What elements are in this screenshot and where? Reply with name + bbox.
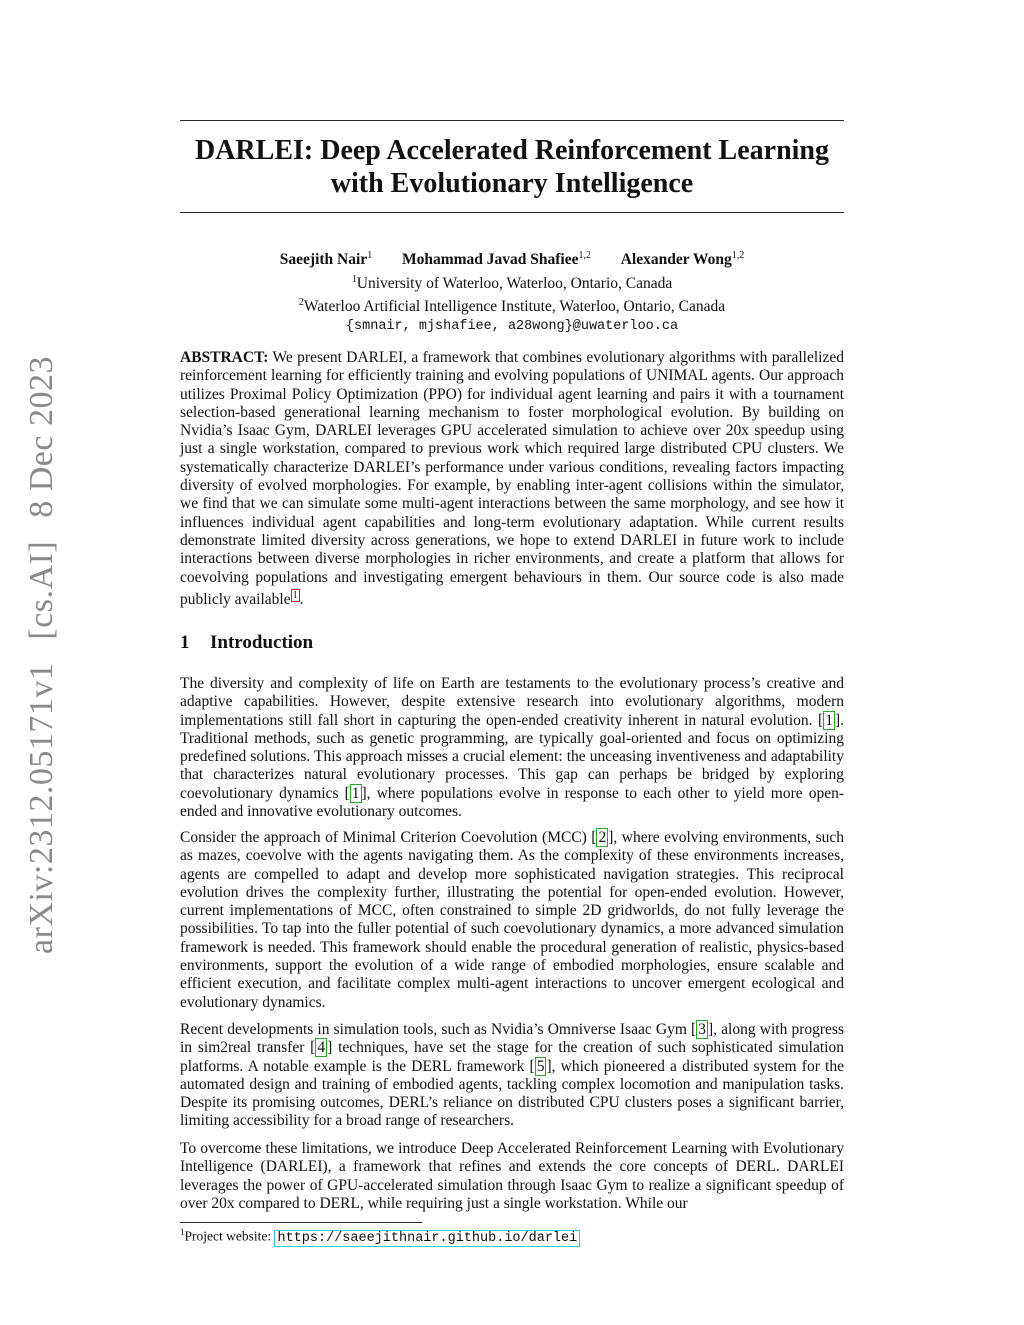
author-block (180, 246, 844, 336)
author-3: Alexander Wong (620, 251, 732, 269)
author-names (180, 246, 844, 270)
section-number: 1 (180, 632, 190, 653)
author-1-affiliation: 1 (367, 250, 373, 261)
paragraph-2: Consider the approach of Minimal Criterion Coevolution (MCC) [ 2 ], where evolving environments, such as mazes, coevolve with the agents navigating them. As the complexity of these environments increases, agents are compelled to adapt and develop more sophisticated navigation strategies. This reciprocal evolution drives the complexity further, illustrating the potential for open-ended evolution. However, current implementations of MCC, often constrained to simple 2D gridworlds, do not fully leverage the possibilities. To tap into the fuller potential of such coevolutionary dynamics, a more advanced simulation framework is needed. This framework should enable the procedural generation of realistic, physics-based environments, support the evolution of a wide range of embodied morphologies, ensure scalable and efficient execution, and facilitate complex multi-agent interactions to uncover emergent ecological and evolutionary dynamics. (180, 829, 844, 1011)
citation-link[interactable]: 4 (317, 1039, 326, 1057)
author-2: Mohammad Javad Shafiee (401, 251, 579, 269)
paragraph-3: Recent developments in simulation tools, such as Nvidia’s Omniverse Isaac Gym [ 3 ], along with progress in sim2real transfer [ 4 ] techniques, have set the stage for the creation of such sophisticated simulation platforms. A notable example is the DERL framework [ 5 ], which pioneered a distributed system for the automated design and training of embodied agents, tackling complex locomotion and manipulation tasks. Despite its promising outcomes, DERL’s reliance on distributed CPU clusters poses a significant barrier, limiting accessibility for a broad range of researchers. (180, 1021, 844, 1130)
footnote-mark: 1 (180, 1227, 185, 1237)
project-website-link[interactable]: https://saeejithnair.github.io/darlei (274, 1230, 580, 1247)
paragraph-1: The diversity and complexity of life on Earth are testaments to the evolutionary process’s creative and adaptive capabilities. However, despite extensive research into evolutionary algorithms, modern implementations still fall short in capturing the open-ended creativity inherent in natural evolution. [ 1 ]. Traditional methods, such as genetic programming, are typically goal-oriented and focus on optimizing predefined solutions. This approach misses a crucial element: the unceasing inventiveness and adaptability that characterizes natural evolutionary processes. This gap can perhaps be bridged by exploring coevolutionary dynamics [ 1 ], where populations evolve in response to each other to yield more open-ended and innovative evolutionary outcomes. (180, 675, 844, 821)
arxiv-date: 8 Dec 2023 (23, 356, 60, 518)
citation-link[interactable]: 3 (698, 1021, 706, 1038)
footnote-label: Project website: (184, 1228, 272, 1244)
author-1: Saeejith Nair (279, 251, 368, 269)
footnote (180, 1227, 844, 1246)
author-3-affiliation: 1,2 (731, 250, 745, 261)
citation-link[interactable]: 1 (351, 784, 360, 802)
affiliation-2: $^2$Waterloo Artificial Intelligence Institute, Waterloo, Ontario, Canada (298, 297, 726, 316)
abstract-label: ABSTRACT: (180, 349, 269, 366)
paragraph-4: To overcome these limitations, we introduce Deep Accelerated Reinforcement Learning with Evolutionary Intelligence (DARLEI), a framework that refines and extends the core concepts of DERL. DARLEI leverages the power of GPU-accelerated simulation through Isaac Gym to realize a significant speedup of over 20x compared to DERL, while requiring just a single workstation. While our (180, 1140, 844, 1212)
title-line-1: DARLEI: Deep Accelerated Reinforcement Learning (194, 135, 829, 166)
author-emails: {smnair, mjshafiee, a28wong}@uwaterloo.ca (345, 318, 679, 334)
author-2-affiliation: 1,2 (578, 250, 591, 261)
title-top-rule (180, 120, 844, 121)
arxiv-id[interactable]: arXiv:2312.05171v1 (23, 662, 60, 954)
citation-link[interactable]: 5 (536, 1057, 545, 1075)
title-line-2: with Evolutionary Intelligence (330, 168, 694, 199)
arxiv-sidebar-stamp (23, 342, 61, 954)
paper-title (180, 134, 844, 200)
citation-link[interactable]: 2 (598, 829, 607, 846)
abstract-text: We present DARLEI, a framework that combines evolutionary algorithms with parallelized reinforcement learning for efficiently training and evolving populations of UNIMAL agents. Our approach utilizes Proximal Policy Optimization (PPO) for individual agent learning and pairs it with a tournament selection-based generational learning mechanism to foster morphological evolution. By building on Nvidia’s Isaac Gym, DARLEI leverages GPU accelerated simulation to achieve over 20x speedup using just a single workstation, compared to previous work which required large distributed CPU clusters. We systematically characterize DARLEI’s performance under various conditions, revealing factors impacting diversity of evolved morphologies. For example, by enabling inter-agent collisions within the simulator, we find that we can simulate some multi-agent interactions between the same morphology, and see how it influences individual agent capabilities and long-term evolutionary adaptation. While current results demonstrate limited diversity across generations, we hope to extend DARLEI in future work to include interactions between diverse morphologies in richer environments, and create a platform that allows for coevolving populations and investigating emergent behaviours in them. Our source code is also made publicly available (180, 349, 844, 609)
section-heading-introduction (180, 632, 313, 654)
arxiv-category: [cs.AI] (23, 540, 60, 640)
abstract: ABSTRACT: We present DARLEI, a framework that combines evolutionary algorithms with parallelized reinforcement learning for efficiently training and evolving populations of UNIMAL agents. Our approach utilizes Proximal Policy Optimization (PPO) for individual agent learning and pairs it with a tournament selection-based generational learning mechanism to foster morphological evolution. By building on Nvidia’s Isaac Gym, DARLEI leverages GPU accelerated simulation to achieve over 20x speedup using just a single workstation, compared to previous work which required large distributed CPU clusters. We systematically characterize DARLEI’s performance under various conditions, revealing factors impacting diversity of evolved morphologies. For example, by enabling inter-agent collisions within the simulator, we find that we can simulate some multi-agent interactions between the same morphology, and see how it influences individual agent capabilities and long-term evolutionary adaptation. While current results demonstrate limited diversity across generations, we hope to extend DARLEI in future work to include interactions between diverse morphologies in richer environments, and create a platform that allows for coevolving populations and investigating emergent behaviours in them. Our source code is also made publicly available $^1$ . (180, 349, 844, 609)
title-bottom-rule (180, 212, 844, 213)
affiliation-1: $^1$University of Waterloo, Waterloo, Ontario, Canada (351, 273, 673, 292)
footnote-rule (180, 1222, 422, 1223)
section-title: Introduction (210, 632, 314, 653)
footnote-ref-1[interactable]: 1 (292, 589, 298, 601)
citation-link[interactable]: 1 (825, 711, 833, 729)
